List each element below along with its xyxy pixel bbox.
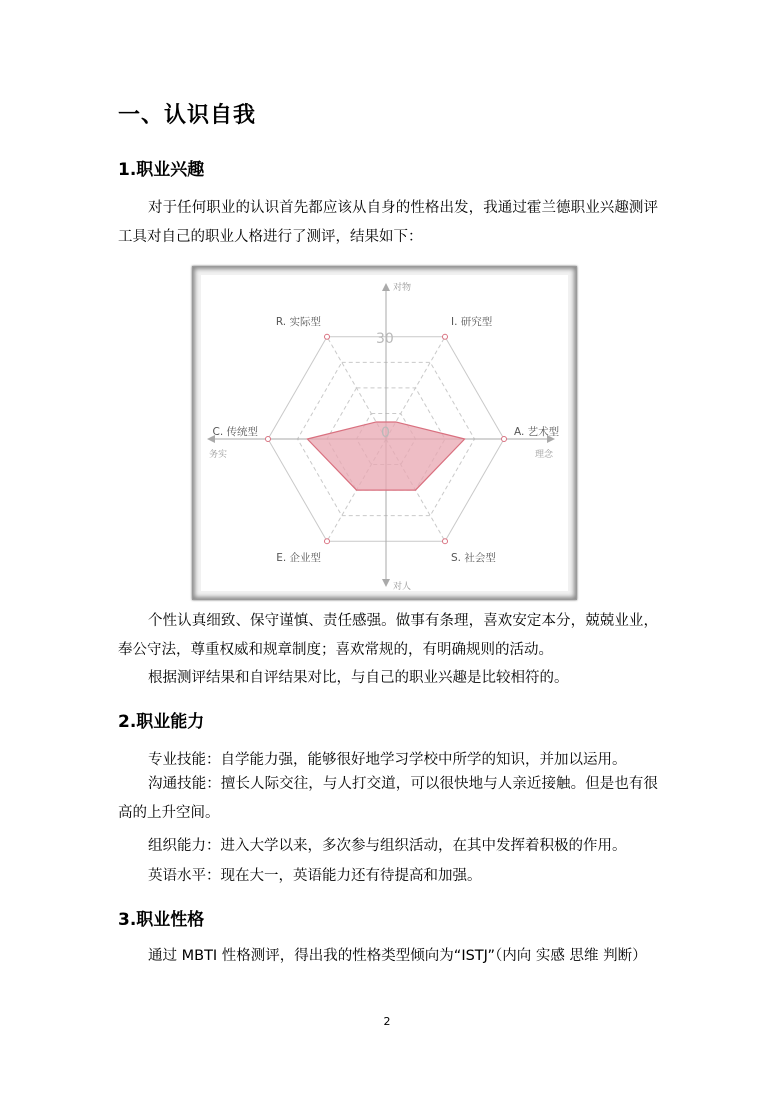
page-heading: 一、认识自我 [118,103,257,128]
category-label: A. 艺术型 [514,426,560,438]
vertex-marker [443,334,448,339]
category-label: I. 研究型 [451,315,493,328]
ability-english: 英语水平：现在大一，英语能力还有待提高和加强。 [148,868,482,884]
holland-radar-chart [201,275,568,591]
tick-label-zero: 0 [381,425,390,441]
section-1-title: 1.职业兴趣 [118,160,205,180]
axis-label-bottom: 对人 [393,582,412,591]
category-label: S. 社会型 [451,552,496,565]
ability-professional: 专业技能：自学能力强，能够很好地学习学校中所学的知识，并加以运用。 [148,752,627,768]
axis-label-top: 对物 [393,283,412,293]
axis-label-left: 务实 [209,450,228,460]
ability-organization: 组织能力：进入大学以来，多次参与组织活动，在其中发挥着积极的作用。 [148,838,627,854]
tick-label-max: 30 [376,331,394,347]
section-3-text: 通过 MBTI 性格测评，得出我的性格类型倾向为“ISTJ”（内向 实感 思维 判断） [148,948,647,964]
category-label: E. 企业型 [276,552,321,565]
section-1-conclusion: 根据测评结果和自评结果对比，与自己的职业兴趣是比较相符的。 [148,670,569,686]
section-1-description: 个性认真细致、保守谨慎、责任感强。做事有条理，喜欢安定本分，兢兢业业，奉公守法，尊重权威和规章制度；喜欢常规的，有明确规则的活动。 [118,613,658,658]
section-2-title: 2.职业能力 [118,712,205,732]
category-label: C. 传统型 [212,426,258,438]
section-1-intro: 对于任何职业的认识首先都应该从自身的性格出发，我通过霍兰德职业兴趣测评工具对自己的职业人格进行了测评，结果如下： [118,200,658,245]
vertex-marker [266,437,271,442]
holland-chart-panel [201,275,568,591]
category-label: R. 实际型 [275,315,321,328]
vertex-marker [502,437,507,442]
section-3-title: 3.职业性格 [118,910,205,930]
axis-label-right: 理念 [535,450,554,460]
ability-communication: 沟通技能：擅长人际交往，与人打交道，可以很快地与人亲近接触。但是也有很高的上升空间。 [118,776,658,821]
vertex-marker [325,334,330,339]
vertex-marker [325,539,330,544]
page-number: 2 [383,1015,391,1028]
vertex-marker [443,539,448,544]
holland-chart-frame [192,266,577,600]
